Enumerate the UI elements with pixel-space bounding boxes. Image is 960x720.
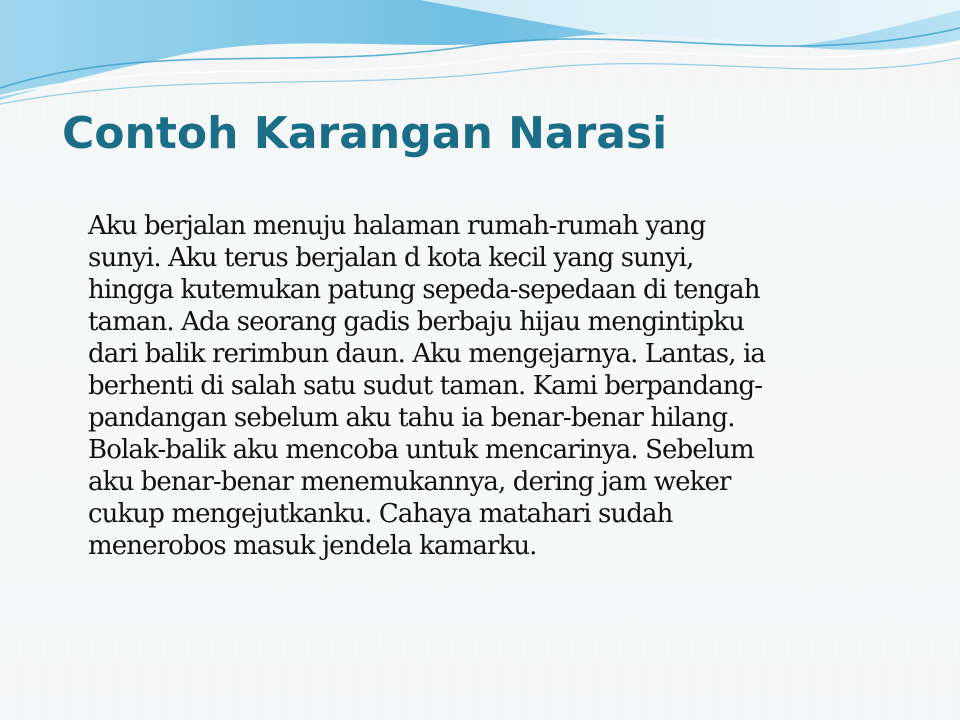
- paragraph-line: Bolak-balik aku mencoba untuk mencarinya. Sebelum: [88, 435, 754, 465]
- paragraph-line: pandangan sebelum aku tahu ia benar-benar hilang.: [88, 403, 735, 433]
- narrative-paragraph: [88, 210, 918, 562]
- wave-line-3: [0, 58, 960, 104]
- paragraph-line: berhenti di salah satu sudut taman. Kami berpandang-: [88, 371, 763, 401]
- decorative-wave-header: [0, 0, 960, 110]
- paragraph-line: cukup mengejutkanku. Cahaya matahari sudah: [88, 499, 673, 529]
- paragraph-line: hingga kutemukan patung sepeda-sepedaan di tengah: [88, 275, 760, 305]
- paragraph-line: aku benar-benar menemukannya, dering jam weker: [88, 467, 731, 497]
- paragraph-line: sunyi. Aku terus berjalan d kota kecil yang sunyi,: [88, 243, 694, 273]
- slide-title: Contoh Karangan Narasi: [62, 108, 668, 159]
- paragraph-line: Aku berjalan menuju halaman rumah-rumah yang: [88, 211, 706, 241]
- paragraph-line: taman. Ada seorang gadis berbaju hijau mengintipku: [88, 307, 744, 337]
- paragraph-line: dari balik rerimbun daun. Aku mengejarnya. Lantas, ia: [88, 339, 765, 369]
- paragraph-line: menerobos masuk jendela kamarku.: [88, 531, 537, 561]
